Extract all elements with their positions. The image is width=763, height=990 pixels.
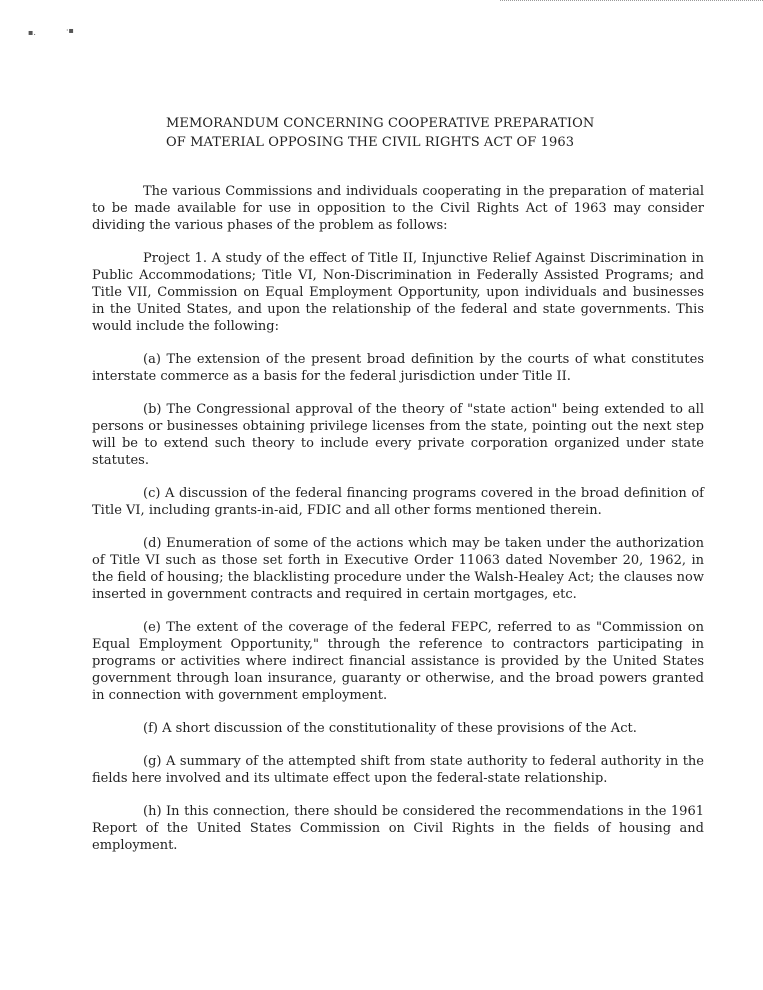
item-a-paragraph: (a) The extension of the present broad definition by the courts of what constitutes interstate commerce as a basis for the federal jurisdiction under Title II. xyxy=(92,352,704,384)
scan-speck: ·▪ xyxy=(66,26,74,35)
memo-title xyxy=(166,114,686,152)
scan-edge-dots xyxy=(500,0,763,1)
project-1-paragraph: Project 1. A study of the effect of Title II, Injunctive Relief Against Discrimination in Public Accommodations; Title VI, Non-Discrimination in Federally Assisted Programs; and Title VII, Commission on Equal Employment Opportunity, upon individuals and businesses in the United States, and upon the relationship of the federal and state governments. This would include the following: xyxy=(92,251,704,334)
memo-title-line-1: MEMORANDUM CONCERNING COOPERATIVE PREPARATION xyxy=(166,116,595,131)
intro-paragraph: The various Commissions and individuals cooperating in the preparation of material to be made available for use in opposition to the Civil Rights Act of 1963 may consider dividing the various phases of the problem as follows: xyxy=(92,184,704,233)
item-g-paragraph: (g) A summary of the attempted shift from state authority to federal authority in the fields here involved and its ultimate effect upon the federal-state relationship. xyxy=(92,754,704,786)
memo-body xyxy=(92,183,704,870)
item-h-paragraph: (h) In this connection, there should be considered the recommendations in the 1961 Report of the United States Commission on Civil Rights in the fields of housing and employment. xyxy=(92,804,704,853)
memo-title-line-2: OF MATERIAL OPPOSING THE CIVIL RIGHTS ACT OF 1963 xyxy=(166,135,575,150)
scan-speck: ▪. xyxy=(28,28,36,37)
item-e-paragraph: (e) The extent of the coverage of the federal FEPC, referred to as "Commission on Equal Employment Opportunity," through the reference to contractors participating in programs or activities where indirect financial assistance is provided by the United States government through loan insurance, guaranty or otherwise, and the broad powers granted in connection with government employment. xyxy=(92,620,704,703)
item-b-paragraph: (b) The Congressional approval of the theory of "state action" being extended to all persons or businesses obtaining privilege licenses from the state, pointing out the next step will be to extend such theory to include every private corporation organized under state statutes. xyxy=(92,402,704,468)
item-c-paragraph: (c) A discussion of the federal financing programs covered in the broad definition of Title VI, including grants-in-aid, FDIC and all other forms mentioned therein. xyxy=(92,486,704,518)
item-f-paragraph: (f) A short discussion of the constitutionality of these provisions of the Act. xyxy=(143,721,637,736)
item-d-paragraph: (d) Enumeration of some of the actions which may be taken under the authorization of Title VI such as those set forth in Executive Order 11063 dated November 20, 1962, in the field of housing; the blacklisting procedure under the Walsh-Healey Act; the clauses now inserted in government contracts and required in certain mortgages, etc. xyxy=(92,536,704,602)
